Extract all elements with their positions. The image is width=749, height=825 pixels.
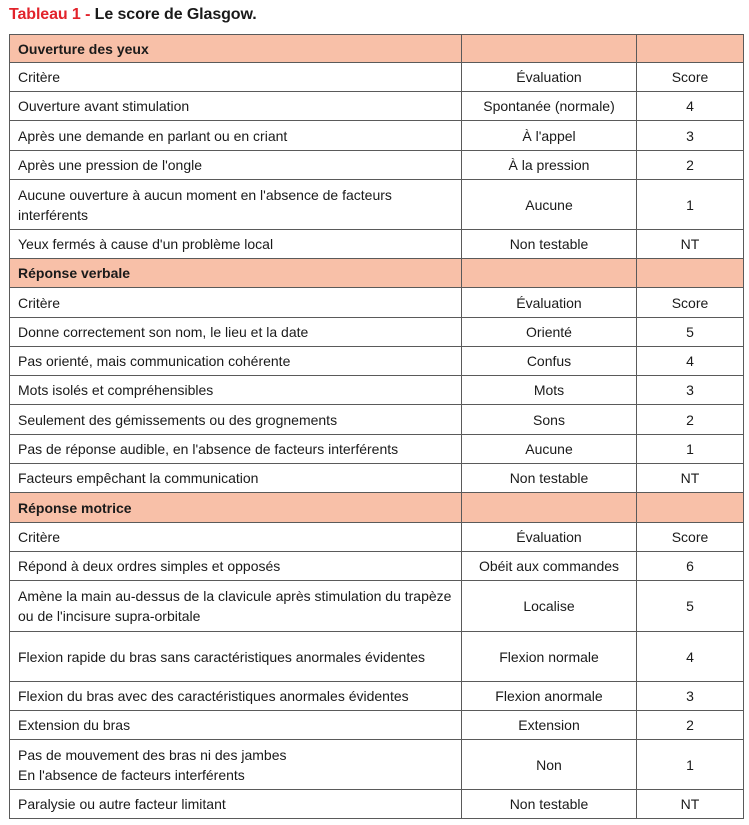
evaluation-cell: Localise: [462, 581, 637, 632]
criterion-cell: Flexion rapide du bras sans caractéristiques anormales évidentes: [10, 632, 462, 682]
criterion-cell: Ouverture avant stimulation: [10, 92, 462, 121]
header-score: Score: [637, 63, 744, 92]
table-row: [10, 92, 744, 121]
score-cell: 6: [637, 552, 744, 581]
header-evaluation: Évaluation: [462, 288, 637, 318]
criterion-cell: Donne correctement son nom, le lieu et la date: [10, 318, 462, 347]
evaluation-cell: Non testable: [462, 230, 637, 259]
evaluation-cell: Non: [462, 740, 637, 790]
evaluation-cell: Flexion normale: [462, 632, 637, 682]
criterion-cell: Flexion du bras avec des caractéristiques anormales évidentes: [10, 682, 462, 711]
score-cell: NT: [637, 464, 744, 493]
table-row: [10, 435, 744, 464]
header-criterion: Critère: [10, 288, 462, 318]
section-title: Réponse verbale: [10, 259, 462, 288]
table-row: [10, 790, 744, 819]
evaluation-cell: À l'appel: [462, 121, 637, 151]
table-row: [10, 180, 744, 230]
criterion-cell: Facteurs empêchant la communication: [10, 464, 462, 493]
evaluation-cell: Aucune: [462, 435, 637, 464]
evaluation-cell: À la pression: [462, 151, 637, 180]
evaluation-cell: Non testable: [462, 790, 637, 819]
table-row: [10, 405, 744, 435]
table-row: [10, 682, 744, 711]
score-cell: 3: [637, 376, 744, 405]
header-criterion: Critère: [10, 523, 462, 552]
table-row: [10, 464, 744, 493]
criterion-cell: Paralysie ou autre facteur limitant: [10, 790, 462, 819]
header-evaluation: Évaluation: [462, 63, 637, 92]
caption-label: Tableau 1 -: [9, 6, 91, 23]
table-row: [10, 632, 744, 682]
evaluation-cell: Aucune: [462, 180, 637, 230]
score-cell: NT: [637, 230, 744, 259]
criterion-cell: Aucune ouverture à aucun moment en l'absence de facteurs interférents: [10, 180, 462, 230]
section-header-row: [10, 259, 744, 288]
criterion-cell: Amène la main au-dessus de la clavicule après stimulation du trapèze ou de l'incisure supra-orbitale: [10, 581, 462, 632]
evaluation-cell: Orienté: [462, 318, 637, 347]
evaluation-cell: Obéit aux commandes: [462, 552, 637, 581]
criterion-cell: Seulement des gémissements ou des grognements: [10, 405, 462, 435]
section-header-row: [10, 35, 744, 63]
section-header-row: [10, 493, 744, 523]
column-header-row: [10, 523, 744, 552]
score-cell: 3: [637, 682, 744, 711]
table-row: [10, 318, 744, 347]
table-row: [10, 740, 744, 790]
score-cell: 2: [637, 711, 744, 740]
column-header-row: [10, 63, 744, 92]
criterion-cell: Extension du bras: [10, 711, 462, 740]
header-criterion: Critère: [10, 63, 462, 92]
score-cell: 2: [637, 405, 744, 435]
evaluation-cell: Spontanée (normale): [462, 92, 637, 121]
score-cell: 4: [637, 347, 744, 376]
score-cell: 5: [637, 318, 744, 347]
criterion-cell: Pas orienté, mais communication cohérente: [10, 347, 462, 376]
criterion-cell: Après une demande en parlant ou en criant: [10, 121, 462, 151]
score-cell: 3: [637, 121, 744, 151]
criterion-cell: Après une pression de l'ongle: [10, 151, 462, 180]
score-cell: 1: [637, 435, 744, 464]
table-row: [10, 552, 744, 581]
criterion-cell: Yeux fermés à cause d'un problème local: [10, 230, 462, 259]
evaluation-cell: Confus: [462, 347, 637, 376]
score-cell: 4: [637, 92, 744, 121]
table-row: [10, 711, 744, 740]
table-row: [10, 581, 744, 632]
criterion-cell: Répond à deux ordres simples et opposés: [10, 552, 462, 581]
evaluation-cell: Extension: [462, 711, 637, 740]
section-title: Ouverture des yeux: [10, 35, 462, 63]
criterion-cell: Pas de réponse audible, en l'absence de facteurs interférents: [10, 435, 462, 464]
score-cell: 5: [637, 581, 744, 632]
glasgow-score-table: [9, 34, 744, 819]
table-row: [10, 347, 744, 376]
score-cell: NT: [637, 790, 744, 819]
score-cell: 4: [637, 632, 744, 682]
table-row: [10, 376, 744, 405]
evaluation-cell: Mots: [462, 376, 637, 405]
header-score: Score: [637, 288, 744, 318]
caption-title: Le score de Glasgow.: [94, 6, 257, 23]
score-cell: 2: [637, 151, 744, 180]
header-score: Score: [637, 523, 744, 552]
evaluation-cell: Flexion anormale: [462, 682, 637, 711]
table-row: [10, 230, 744, 259]
score-cell: 1: [637, 740, 744, 790]
evaluation-cell: Sons: [462, 405, 637, 435]
table-caption: [9, 6, 257, 24]
header-evaluation: Évaluation: [462, 523, 637, 552]
table-row: [10, 121, 744, 151]
table-row: [10, 151, 744, 180]
criterion-cell: Pas de mouvement des bras ni des jambes En l'absence de facteurs interférents: [10, 740, 462, 790]
section-title: Réponse motrice: [10, 493, 462, 523]
evaluation-cell: Non testable: [462, 464, 637, 493]
criterion-cell: Mots isolés et compréhensibles: [10, 376, 462, 405]
column-header-row: [10, 288, 744, 318]
score-cell: 1: [637, 180, 744, 230]
